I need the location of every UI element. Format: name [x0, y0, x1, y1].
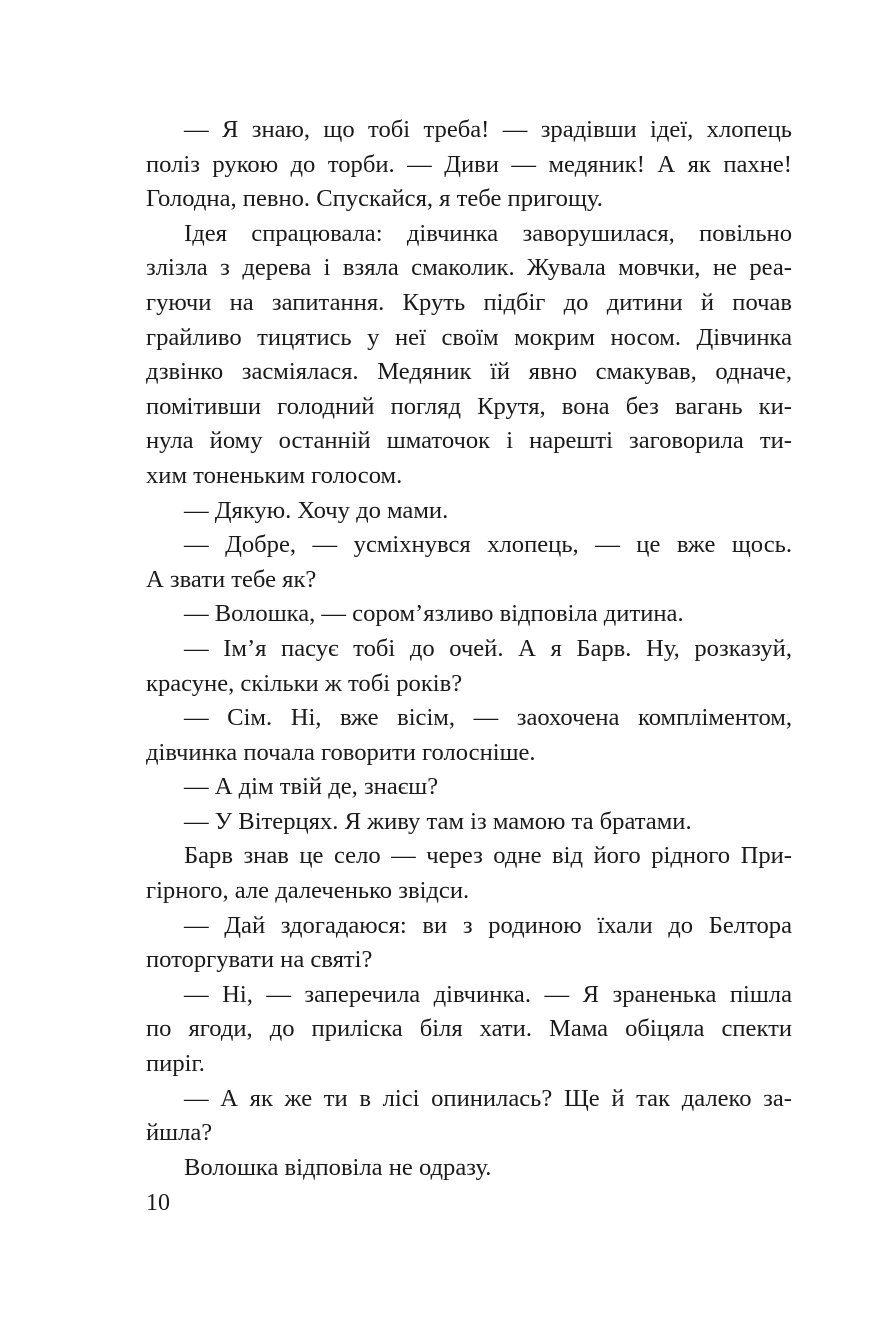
paragraph: [146, 217, 792, 494]
text-line: — Волошка, — сором’язливо відповіла дитина.: [184, 600, 684, 628]
text-line: грайливо тицятись у неї своїм мокрим носом. Дівчинка: [146, 323, 792, 351]
text-line: — А як же ти в лісі опинилась? Ще й так далеко за-: [184, 1084, 792, 1112]
text-line: Барв знав це село — через одне від його рідного При-: [184, 842, 792, 870]
text-line: йшла?: [146, 1119, 213, 1147]
text-line: — Дякую. Хочу до мами.: [184, 496, 449, 524]
text-line: Волошка відповіла не одразу.: [184, 1153, 492, 1181]
text-line: нула йому останній шматочок і нарешті заговорила ти-: [146, 427, 792, 455]
paragraph: [146, 632, 792, 701]
paragraph: [146, 770, 792, 805]
text-line: — Ні, — заперечила дівчинка. — Я зраненька пішла: [184, 980, 792, 1008]
paragraph: [146, 978, 792, 1082]
text-line: — А дім твій де, знаєш?: [184, 773, 439, 801]
text-line: пиріг.: [146, 1050, 205, 1078]
paragraph: [146, 1082, 792, 1151]
text-line: Ідея спрацювала: дівчинка заворушилася, повільно: [184, 219, 792, 247]
paragraph: [146, 839, 792, 908]
text-line: дзвінко засміялася. Медяник їй явно смакував, одначе,: [146, 358, 792, 386]
text-line: поліз рукою до торби. — Диви — медяник! А як пахне!: [146, 150, 792, 178]
text-line: — Дай здогадаюся: ви з родиною їхали до Белтора: [184, 911, 792, 939]
text-line: помітивши голодний погляд Крутя, вона без вагань ки-: [146, 392, 792, 420]
paragraph: [146, 113, 792, 217]
text-line: красуне, скільки ж тобі років?: [146, 669, 463, 697]
text-line: — Добре, — усміхнувся хлопець, — це вже щось.: [184, 531, 792, 559]
paragraph: [146, 1151, 792, 1186]
text-line: гуючи на запитання. Круть підбіг до дитини й почав: [146, 288, 792, 316]
text-line: А звати тебе як?: [146, 565, 317, 593]
paragraph: [146, 805, 792, 840]
paragraph: [146, 909, 792, 978]
paragraph: [146, 528, 792, 597]
text-line: — Сім. Ні, вже вісім, — заохочена компліментом,: [184, 704, 792, 732]
paragraph: [146, 597, 792, 632]
text-line: гірного, але далеченько звідси.: [146, 877, 470, 905]
text-line: — Ім’я пасує тобі до очей. А я Барв. Ну, розказуй,: [184, 634, 792, 662]
text-line: дівчинка почала говорити голосніше.: [146, 738, 536, 766]
text-line: — Я знаю, що тобі треба! — зрадівши ідеї, хлопець: [184, 116, 792, 143]
paragraph: [146, 701, 792, 770]
text-line: Голодна, певно. Спускайся, я тебе пригощу.: [146, 185, 603, 213]
text-line: злізла з дерева і взяла смаколик. Жувала мовчки, не реа-: [146, 254, 792, 282]
page-body: [146, 113, 792, 1185]
paragraph: [146, 494, 792, 529]
text-line: — У Вітерцях. Я живу там із мамою та братами.: [184, 807, 692, 835]
text-line: по ягоди, до приліска біля хати. Мама обіцяла спекти: [146, 1015, 792, 1043]
page-number: 10: [146, 1190, 170, 1216]
text-line: поторгувати на святі?: [146, 946, 373, 974]
text-line: хим тоненьким голосом.: [146, 461, 403, 489]
